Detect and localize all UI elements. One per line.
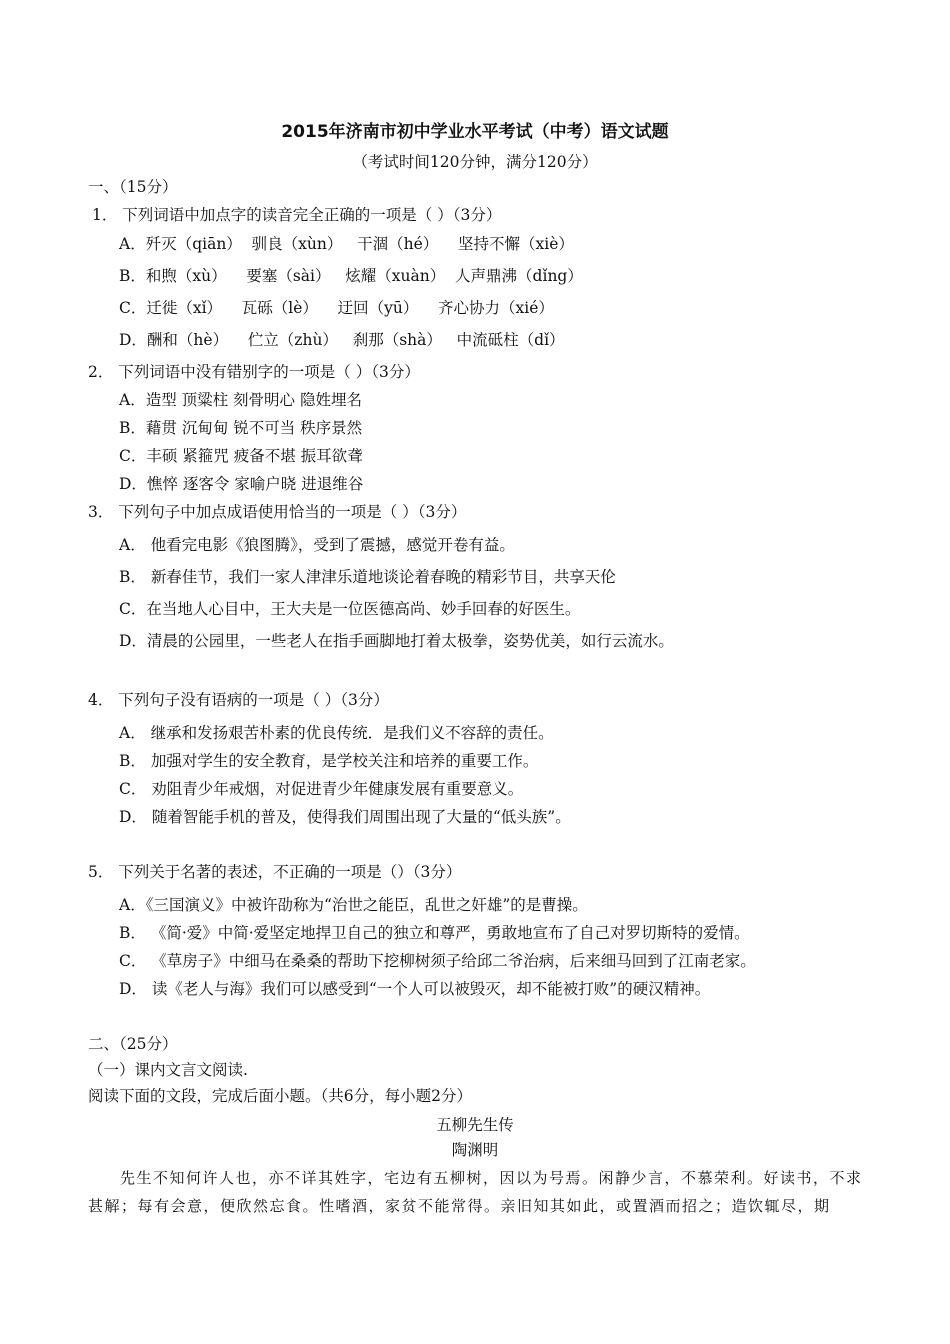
question-1-option-b: B．和煦（xù） 要塞（sài） 炫耀（xuàn） 人声鼎沸（dǐng） — [119, 267, 583, 285]
question-3-option-d: D．清晨的公园里，一些老人在指手画脚地打着太极拳，姿势优美，如行云流水。 — [119, 632, 674, 650]
passage-title: 五柳先生传 — [436, 1116, 514, 1134]
question-2-option-d: D．憔悴 逐客令 家喻户晓 进退维谷 — [119, 475, 364, 493]
question-2-option-a: A．造型 顶粱柱 刻骨明心 隐姓埋名 — [119, 391, 362, 409]
exam-subtitle: （考试时间120分钟，满分120分） — [352, 153, 598, 171]
question-4-option-a: A． 继承和发扬艰苦朴素的优良传统．是我们义不容辞的责任。 — [119, 724, 554, 742]
question-1-option-c: C．迁徙（xǐ） 瓦砾（lè） 迂回（yū） 齐心协力（xié） — [119, 299, 554, 317]
question-4-option-c: C． 劝阻青少年戒烟，对促进青少年健康发展有重要意义。 — [119, 780, 524, 798]
question-2-option-b: B．藉贯 沉甸甸 锐不可当 秩序景然 — [119, 419, 363, 437]
section-1-heading: 一、（15分） — [88, 178, 178, 196]
question-1-stem: 1． 下列词语中加点字的读音完全正确的一项是（ ）（3分） — [92, 206, 502, 224]
passage-author: 陶渊明 — [451, 1141, 499, 1159]
question-5-option-a: A．《三国演义》中被许劭称为“治世之能臣，乱世之奸雄”的是曹操。 — [119, 896, 588, 914]
question-3-option-a: A． 他看完电影《狼图腾》，受到了震撼，感觉开卷有益。 — [119, 536, 515, 554]
section-2-subheading: （一）课内文言文阅读. — [88, 1061, 248, 1079]
question-2-stem: 2． 下列词语中没有错别字的一项是（ ）（3分） — [88, 363, 420, 381]
question-4-option-b: B． 加强对学生的安全教育，是学校关注和培养的重要工作。 — [119, 752, 539, 770]
passage-text: 先生不知何许人也，亦不详其姓字，宅边有五柳树，因以为号焉。闲静少言，不慕荣利。好读书，不求甚解；每有会意，便欣然忘食。性嗜酒，家贫不能常得。亲旧知其如此，或置酒而招之；造饮辄尽，期 — [88, 1169, 863, 1215]
question-5-option-b: B． 《简·爱》中简·爱坚定地捍卫自己的独立和尊严，勇敢地宣布了自己对罗切斯特的爱情。 — [119, 924, 750, 942]
exam-title: 2015年济南市初中学业水平考试（中考）语文试题 — [281, 122, 669, 142]
question-2-option-c: C．丰硕 紧箍咒 疲备不堪 振耳欲聋 — [119, 447, 363, 465]
question-5-option-d: D． 读《老人与海》我们可以感受到“一个人可以被毁灭，却不能被打败”的硬汉精神。 — [119, 980, 711, 998]
question-5-stem: 5． 下列关于名著的表述，不正确的一项是（）（3分） — [88, 863, 462, 881]
question-1-option-a: A．歼灭（qiān） 驯良（xùn） 干涸（hé） 坚持不懈（xiè） — [119, 235, 574, 253]
question-3-stem: 3． 下列句子中加点成语使用恰当的一项是（ ）（3分） — [88, 503, 467, 521]
reading-instruction: 阅读下面的文段，完成后面小题。（共6分，每小题2分） — [88, 1087, 472, 1105]
question-3-option-c: C．在当地人心目中，王大夫是一位医德高尚、妙手回春的好医生。 — [119, 600, 581, 618]
question-5-option-c: C． 《草房子》中细马在桑桑的帮助下挖柳树须子给邱二爷治病，后来细马回到了江南老家。 — [119, 952, 756, 970]
question-3-option-b: B． 新春佳节，我们一家人津津乐道地谈论着春晚的精彩节目，共享天伦 — [119, 568, 616, 586]
question-4-option-d: D． 随着智能手机的普及，使得我们周围出现了大量的“低头族”。 — [119, 808, 571, 826]
question-4-stem: 4． 下列句子没有语病的一项是（ ）（3分） — [88, 691, 389, 709]
section-2-heading: 二、（25分） — [88, 1035, 178, 1053]
question-1-option-d: D．酬和（hè） 伫立（zhù） 刹那（shà） 中流砥柱（dǐ） — [119, 331, 565, 349]
